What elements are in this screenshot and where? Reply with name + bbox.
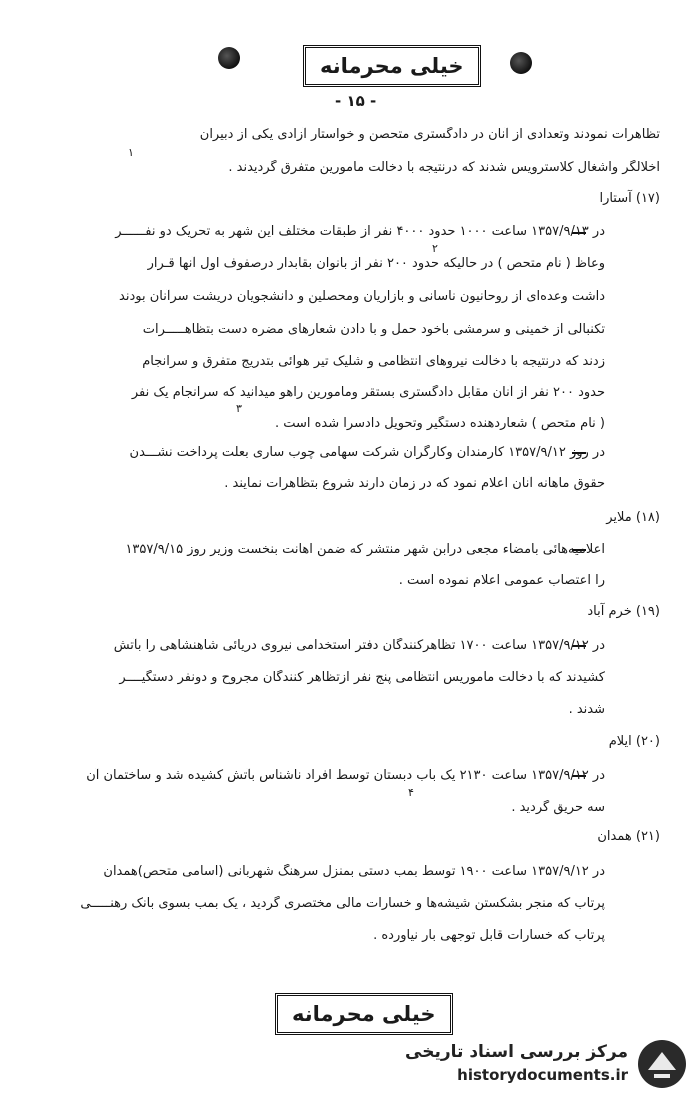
page-number: - ۱۵ - [335, 92, 377, 110]
footnote-mark: ۱ [128, 146, 134, 159]
section-city: ایلام [608, 734, 632, 749]
punch-hole-left [218, 47, 240, 69]
body-line: در ۱۳۵۷/۹/۱۲ ساعت ۱۹۰۰ توسط بمب دستی بمنزل سرهنگ شهربانی (اسامی متحص)همدان [103, 864, 605, 879]
body-line: حدود ۲۰۰ نفر از آنان مقابل دادگستری بستقر ومامورین راهو میدانید که سرانجام یک نفر [131, 385, 605, 400]
body-line: در ۱۳۵۷/۹/۱۲ ساعت ۲۱۳۰ یک باب دبستان توسط افراد ناشناس بآتش کشیده شد و ساختمان آن [86, 768, 605, 783]
section-number: (۱۹) [635, 604, 660, 619]
body-line: تظاهرات نمودند وتعدادی از آنان در دادگستری متحصن و خواستار آزادی یکی از دبیران [199, 127, 660, 142]
section-heading [587, 604, 660, 619]
section-number: (۲۰) [635, 734, 660, 749]
section-city: آستارا [599, 191, 632, 206]
section-city: خرم آباد [587, 604, 632, 619]
footnote-mark: ۲ [432, 242, 438, 255]
body-line: اخلالگر واشغال کلاسترویس شدند که درنتیجه با دخالت مامورین متفرق گردیدند . [228, 160, 660, 175]
section-number: (۱۷) [635, 191, 660, 206]
body-line: در ۱۳۵۷/۹/۱۲ ساعت ۱۷۰۰ تظاهرکنندگان دفتر استخدامی نیروی دریائی شاهنشاهی را بآتش [113, 638, 605, 653]
body-line: پرتاب که منجر بشکستن شیشه‌ها و خسارات مالی مختصری گردید ، یک بمب بسوی بانک رهنـــــی [80, 896, 605, 911]
body-line: کشیدند که با دخالت ماموریس انتظامی پنج نفر ازتظاهر کنندگان مجروح و دونفر دستگیــــر [119, 670, 605, 685]
watermark-url: historydocuments.ir [457, 1066, 628, 1084]
body-line: در روز ۱۳۵۷/۹/۱۲ کارمندان وکارگران شرکت سهامی چوب ساری بعلت پرداخت نشـــدن [129, 445, 605, 460]
punch-hole-right [510, 52, 532, 74]
body-line: زدند که درنتیجه با دخالت نیروهای انتظامی و شلیک تیر هوائی بتدریج متفرق و سرانجام [142, 354, 605, 369]
section-number: (۱۸) [635, 510, 660, 525]
section-heading [609, 734, 660, 749]
footnote-mark: ۴ [408, 786, 414, 799]
classification-stamp-bottom: خیلی محرمانه [275, 993, 453, 1035]
section-city: ملایر [606, 510, 632, 525]
footnote-mark: ۳ [236, 402, 242, 415]
body-line: سه حریق گردید . [511, 800, 605, 815]
body-line: را اعتصاب عمومی اعلام نموده است . [398, 573, 605, 588]
section-heading [597, 829, 660, 844]
watermark-title: مرکز بررسی اسناد تاریخی [405, 1042, 628, 1062]
classification-stamp-top: خیلی محرمانه [303, 45, 481, 87]
body-line: وعاظ ( نام متحص ) در حالیکه حدود ۲۰۰ نفر از بانوان بقابدار درصفوف اول آنها قـرار [147, 256, 605, 271]
body-line: تکنبالی از خمینی و سرمشی باخود حمل و با دادن شعارهای مضره دست بتظاهـــــرات [142, 322, 605, 337]
body-line: در ۱۳۵۷/۹/۱۳ ساعت ۱۰۰۰ حدود ۴۰۰۰ نفر از طبقات مختلف این شهر به تحریک دو نفــــــر [115, 224, 605, 239]
section-city: همدان [597, 829, 632, 844]
archive-logo-icon [636, 1038, 688, 1090]
body-line: داشت وعده‌ای از روحانیون ناسانی و بازاریان ومحصلین و دانشجویان دریشت سرآنان بودند [119, 289, 605, 304]
section-heading [606, 510, 660, 525]
body-line: ( نام متحص ) شعاردهنده دستگیر وتحویل دادسرا شده است . [274, 416, 605, 431]
body-line: حقوق ماهانه آنان اعلام نمود که در زمان دارند شروع بتظاهرات نمایند . [224, 476, 605, 491]
section-heading [599, 191, 660, 206]
body-line: شدند . [568, 702, 605, 717]
body-line: پرتاب که خسارات قابل توجهی بار نیاورده . [373, 928, 605, 943]
body-line: اعلامیه‌هائی بامضاء مجعی درابن شهر منتشر که ضمن اهانت بنخست وزیر روز ۱۳۵۷/۹/۱۵ [125, 542, 605, 557]
section-number: (۲۱) [635, 829, 660, 844]
